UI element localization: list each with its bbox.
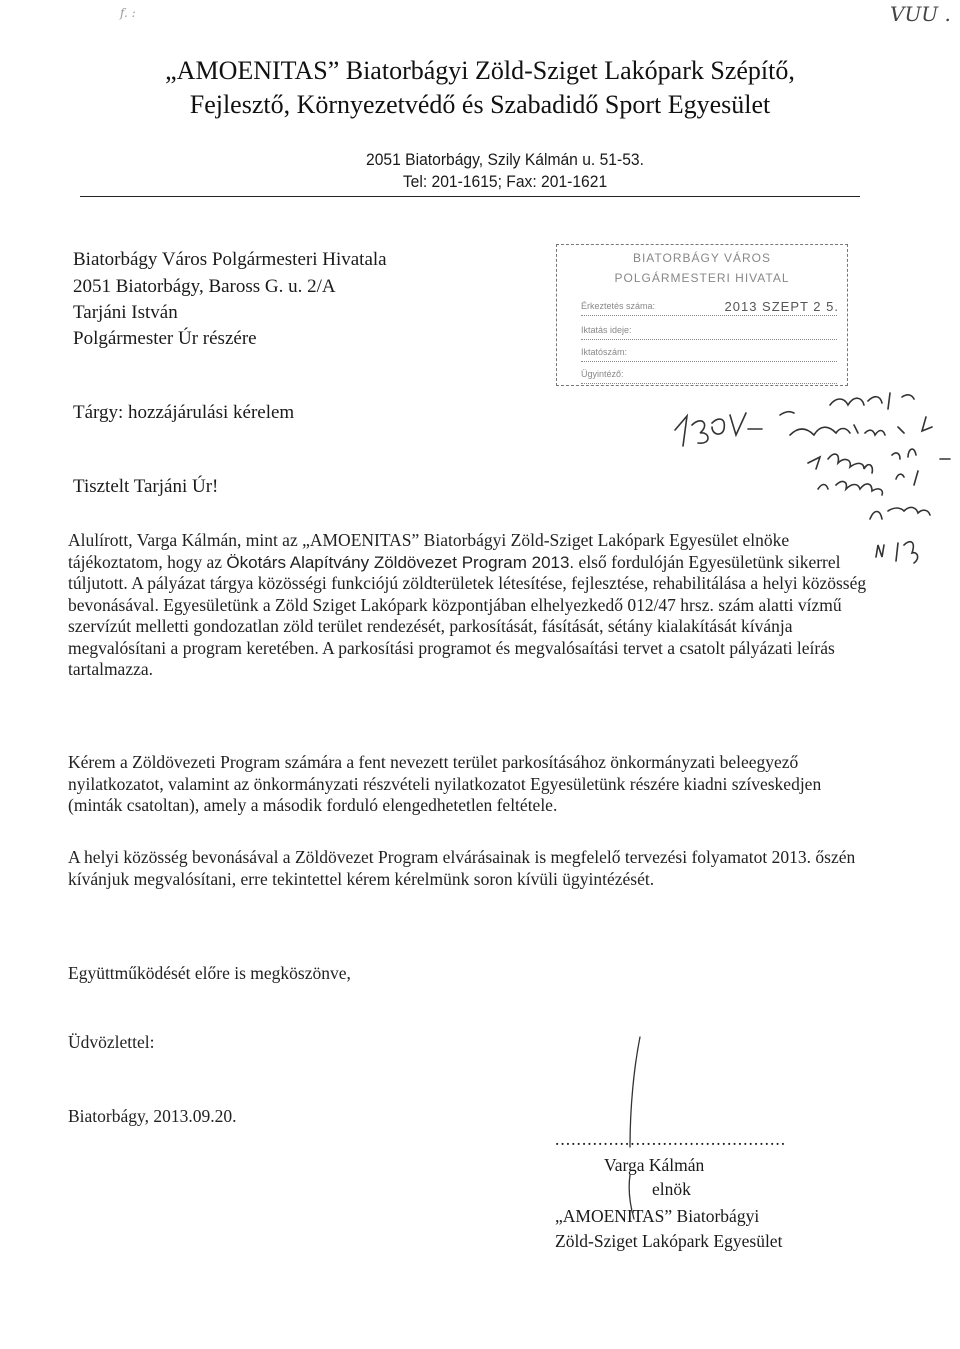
stamp-row-clerk: Ügyintéző: — [581, 369, 837, 384]
stamp-row-filing-date: Iktatás ideje: — [581, 325, 837, 340]
thanks-line: Együttműködését előre is megköszönve, — [68, 963, 351, 983]
stamp-line1: BIATORBÁGY VÁROS — [632, 251, 772, 265]
salutation: Tisztelt Tarjáni Úr! — [73, 476, 219, 497]
corner-mark-right: VUU . — [890, 2, 951, 26]
signer-org-line1: „AMOENITAS” Biatorbágyi — [555, 1206, 760, 1226]
paragraph2-text: Kérem a Zöldövezeti Program számára a fent nevezett terület parkosításához önkormányzati beleegyező nyilatkozatot, valamint az önkormányzati részvételi nyilatkozatot Egyesületünk részére kiadni szíveskedjen (minták csatoltan), amely a második forduló elengedhetetlen feltétele. — [68, 752, 822, 815]
signer-role: elnök — [652, 1179, 691, 1199]
stamp-line2: POLGÁRMESTERI HIVATAL — [614, 271, 790, 285]
recipient-line1: Biatorbágy Város Polgármesteri Hivatala — [73, 249, 387, 270]
paragraph3-text: A helyi közösség bevonásával a Zöldövezet Program elvárásainak is megfelelő tervezési folyamatot 2013. őszén kívánjuk megvalósítani, erre tekintettel kérem kérelmünk soron kívüli ügyintézését. — [68, 847, 856, 889]
subject-line: Tárgy: hozzájárulási kérelem — [73, 402, 295, 423]
body-paragraph-2 — [68, 752, 868, 817]
corner-mark-left: f. : — [120, 6, 136, 20]
stamp-date: 2013 SZEPT 2 5. — [724, 299, 839, 314]
signer-name: Varga Kálmán — [604, 1155, 705, 1175]
org-phone: Tel: 201-1615; Fax: 201-1621 — [402, 172, 608, 191]
stamp-row-arrival: Érkeztetés száma: — [581, 301, 837, 316]
signer-org-line2: Zöld-Sziget Lakópark Egyesület — [555, 1231, 783, 1251]
stamp-row-file-number: Iktatószám: — [581, 347, 837, 362]
org-title-line2: Fejlesztő, Környezetvédő és Szabadidő Sport Egyesület — [189, 90, 771, 119]
signature-dots: ........................................... — [555, 1129, 787, 1149]
place-date-line: Biatorbágy, 2013.09.20. — [68, 1106, 237, 1126]
recipient-line2: 2051 Biatorbágy, Baross G. u. 2/A — [73, 276, 336, 297]
greeting-line: Üdvözlettel: — [68, 1032, 155, 1052]
header-divider — [80, 196, 860, 197]
paragraph1-part-a: Alulírott, Varga Kálmán, mint az „AMOENITAS” Biatorbágyi Zöld-Sziget Lakópark Egyesület elnöke tájékoztatom, hogy az — [68, 530, 790, 572]
paragraph1-program-name: Ökotárs Alapítvány Zöldövezet Program 2013. — [226, 552, 575, 572]
recipient-line3: Tarjáni István — [73, 302, 178, 323]
body-paragraph-1 — [68, 530, 868, 681]
org-address: 2051 Biatorbágy, Szily Kálmán u. 51-53. — [366, 150, 644, 169]
registration-stamp — [556, 244, 848, 386]
org-title-line1: „AMOENITAS” Biatorbágyi Zöld-Sziget Lakópark Szépítő, — [165, 56, 795, 85]
recipient-line4: Polgármester Úr részére — [73, 328, 257, 349]
body-paragraph-3 — [68, 847, 868, 890]
paragraph1-part-c: első fordulóján Egyesületünk sikerrel túljutott. A pályázat tárgya közösségi funkciójú zöldterületek létesítése, fejlesztése, rehabilitálása a helyi közösség bevonásával. Egyesületünk a Zöld Sziget Lakópark központjában elhelyezkedő 012/47 hrsz. szám alatti vízmű szervízút melletti gondozatlan zöld terület rendezését, parkosítását, fásítását, sétány kialakítását kívánja megvalósítani a program keretében. A parkosítási programot és megvalósaítási tervet a csatolt pályázati leírás tartalmazza. — [68, 551, 867, 679]
